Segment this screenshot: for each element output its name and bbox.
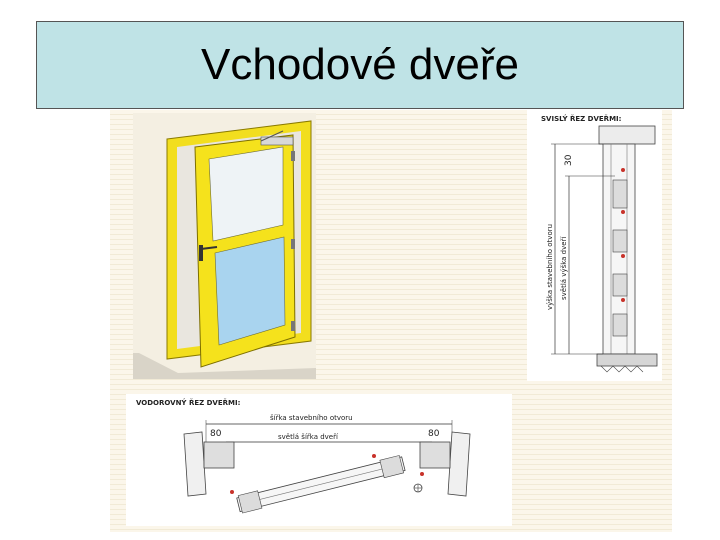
horizontal-section-panel: [126, 394, 512, 526]
dim-left-80: 80: [210, 429, 222, 439]
vertical-section-heading: SVISLÝ ŘEZ DVEŘMI:: [541, 115, 622, 123]
clear-width-label: světlá šířka dveří: [278, 433, 338, 441]
opening-height-label: výška stavebního otvoru: [546, 223, 554, 310]
vertical-section-drawing: [527, 110, 662, 381]
title-box: [36, 21, 684, 109]
vertical-dim-30: 30: [564, 154, 574, 166]
opening-width-label: šířka stavebního otvoru: [270, 414, 353, 422]
door-illustration: [110, 110, 672, 532]
slide-title: Vchodové dveře: [201, 40, 519, 89]
dim-right-80: 80: [428, 429, 440, 439]
door-perspective-drawing: [133, 113, 316, 379]
vertical-section-panel: [527, 110, 662, 381]
horizontal-section-heading: VODOROVNÝ ŘEZ DVEŘMI:: [136, 399, 241, 407]
horizontal-section-drawing: [126, 394, 512, 526]
clear-height-label: světlá výška dveří: [560, 236, 568, 300]
door-perspective-panel: [133, 113, 316, 379]
